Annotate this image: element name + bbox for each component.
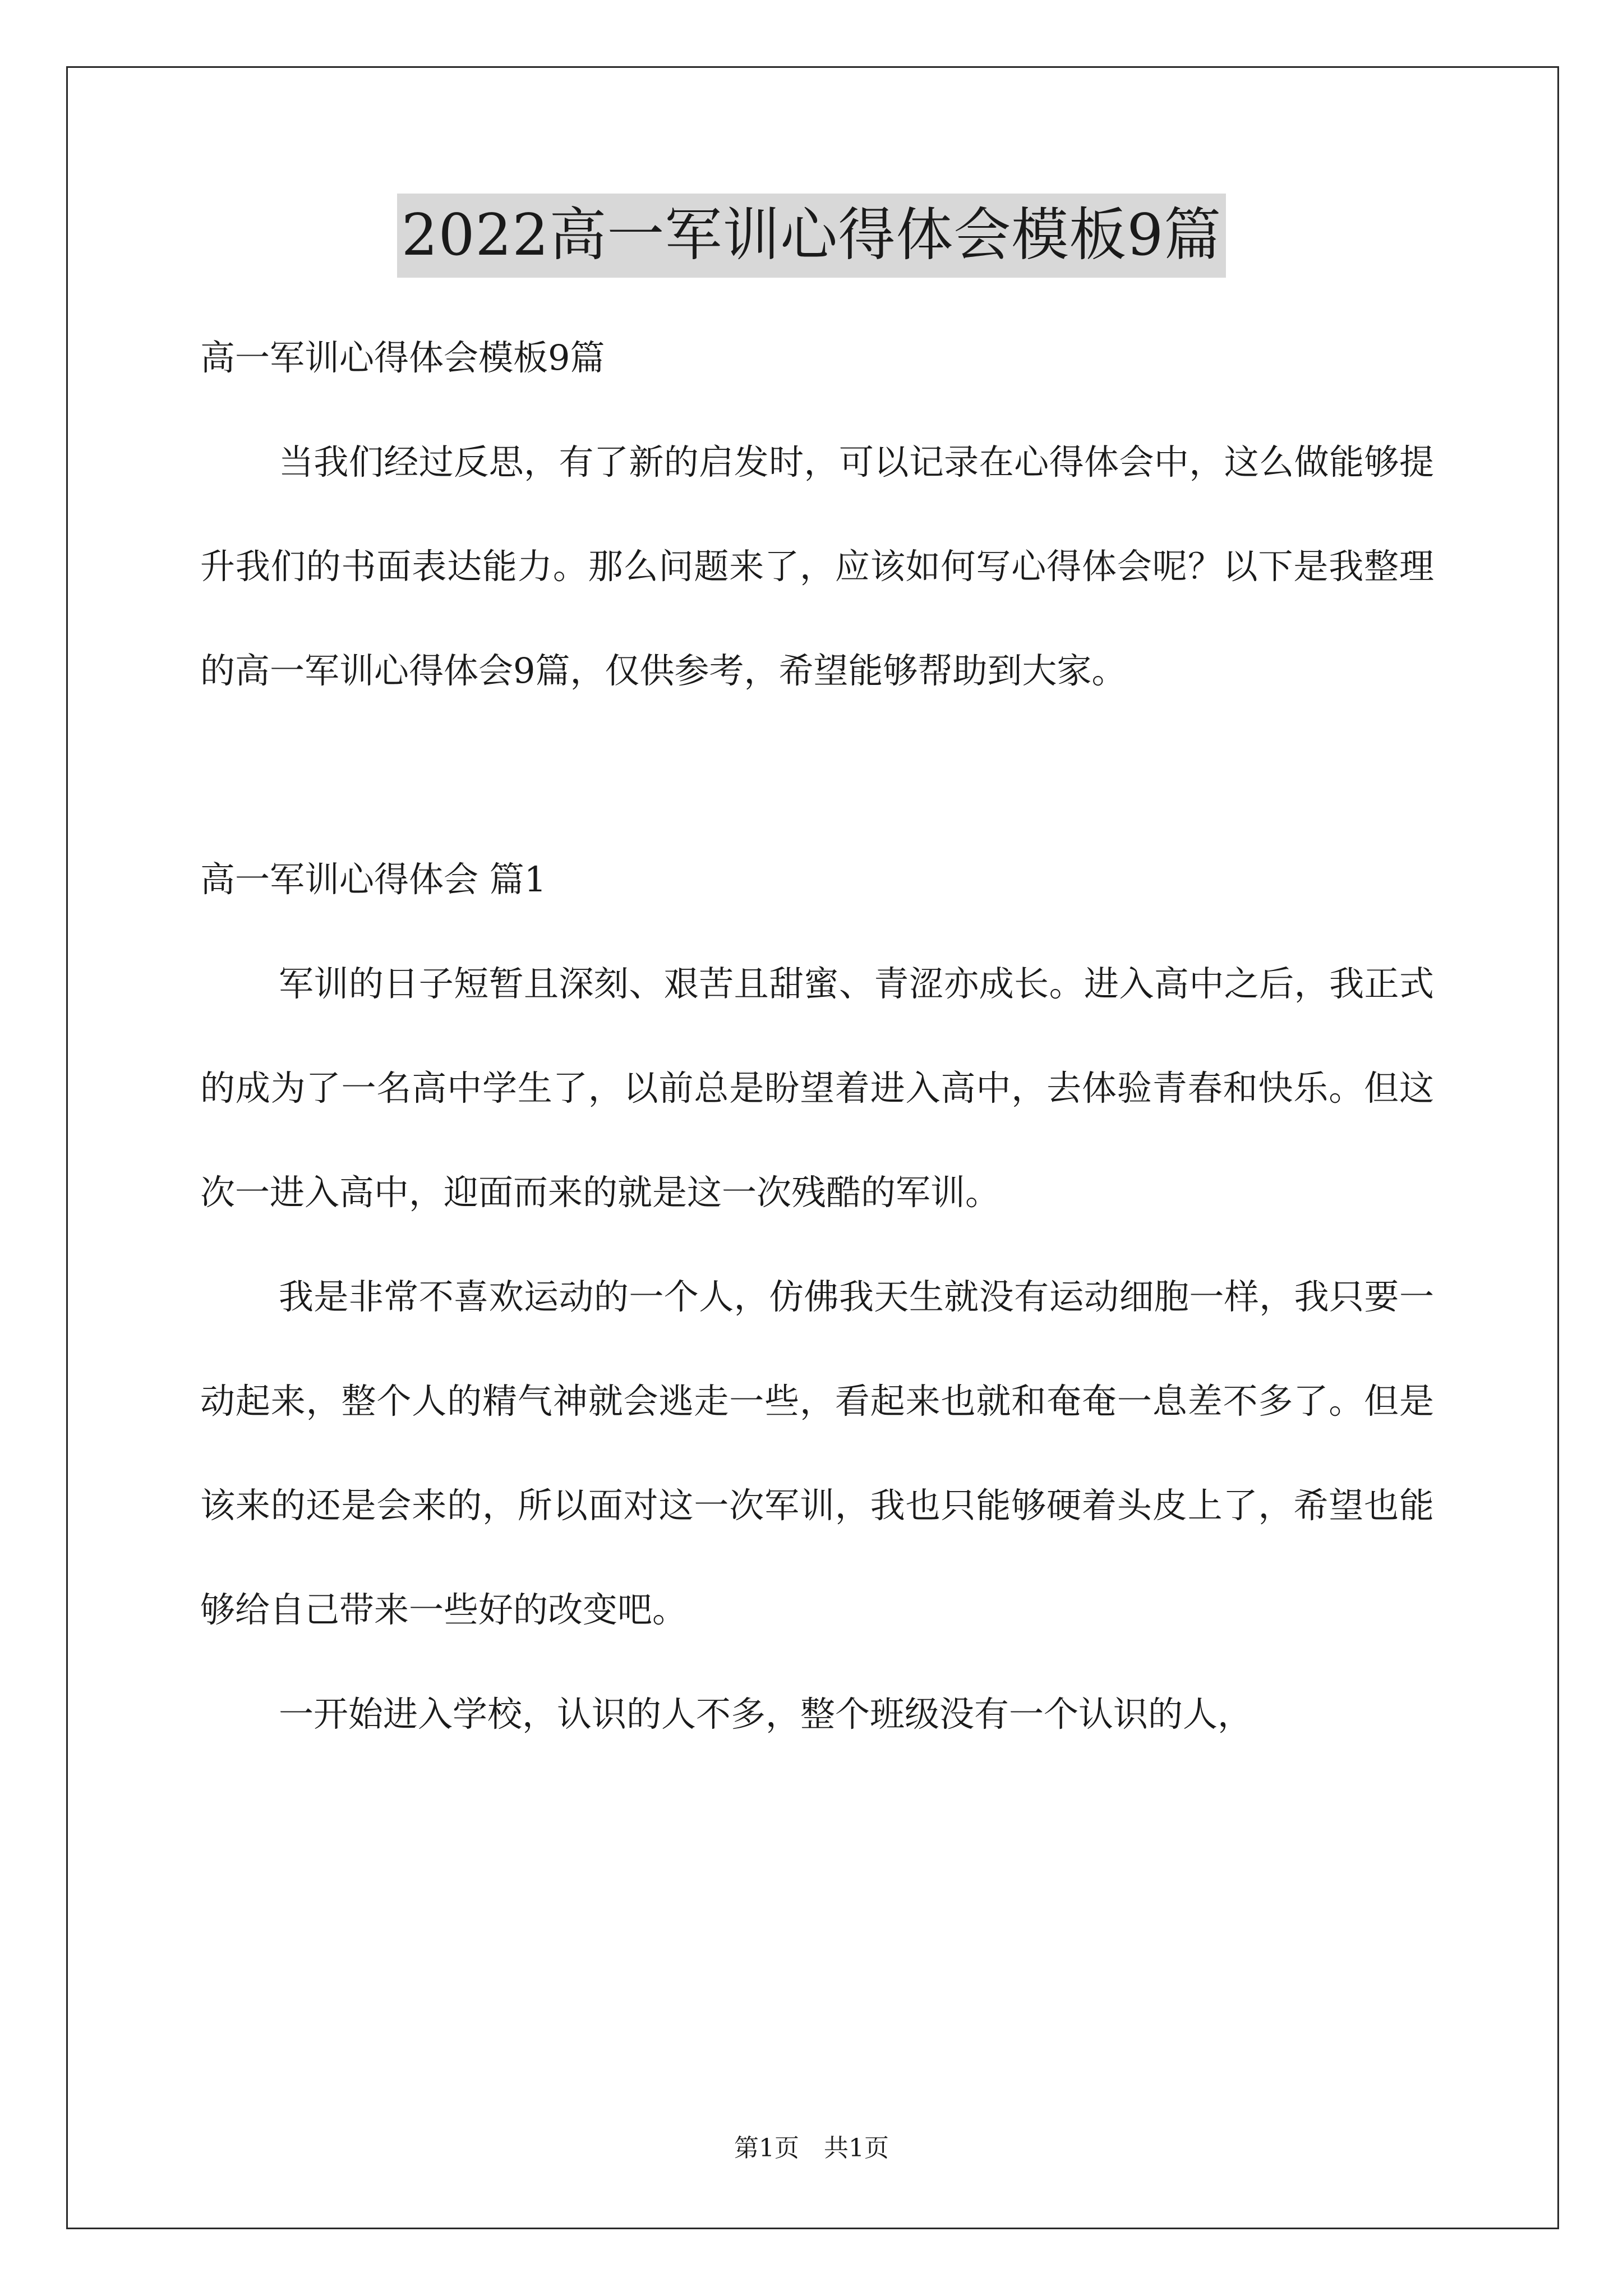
- document-subtitle: 高一军训心得体会模板9篇: [200, 337, 605, 378]
- body-paragraph-1: 军训的日子短暂且深刻、艰苦且甜蜜、青涩亦成长。进入高中之后，我正式的成为了一名高中学生了，以前总是盼望着进入高中，去体验青春和快乐。但这次一进入高中，迎面而来的就是这一次残酷的军训。: [200, 963, 1434, 1213]
- page-total: 共1页: [824, 2134, 889, 2162]
- body-paragraph-2: 我是非常不喜欢运动的一个人，仿佛我天生就没有运动细胞一样，我只要一动起来，整个人的精气神就会逃走一些，看起来也就和奄奄一息差不多了。但是该来的还是会来的，所以面对这一次军训，我也只能够硬着头皮上了，希望也能够给自己带来一些好的改变吧。: [200, 1276, 1434, 1630]
- body-paragraph-3: 一开始进入学校，认识的人不多，整个班级没有一个认识的人，: [279, 1694, 1253, 1734]
- section-heading: 高一军训心得体会 篇1: [200, 859, 547, 900]
- document-body: [200, 306, 1434, 1766]
- intro-paragraph: 当我们经过反思，有了新的启发时，可以记录在心得体会中，这么做能够提升我们的书面表达能力。那么问题来了，应该如何写心得体会呢？以下是我整理的高一军训心得体会9篇，仅供参考，希望能够帮助到大家。: [200, 441, 1434, 691]
- page-number: 第1页: [734, 2134, 799, 2162]
- title-container: [0, 194, 1623, 278]
- page-footer: [0, 2132, 1623, 2165]
- document-title: 2022高一军训心得体会模板9篇: [397, 194, 1226, 278]
